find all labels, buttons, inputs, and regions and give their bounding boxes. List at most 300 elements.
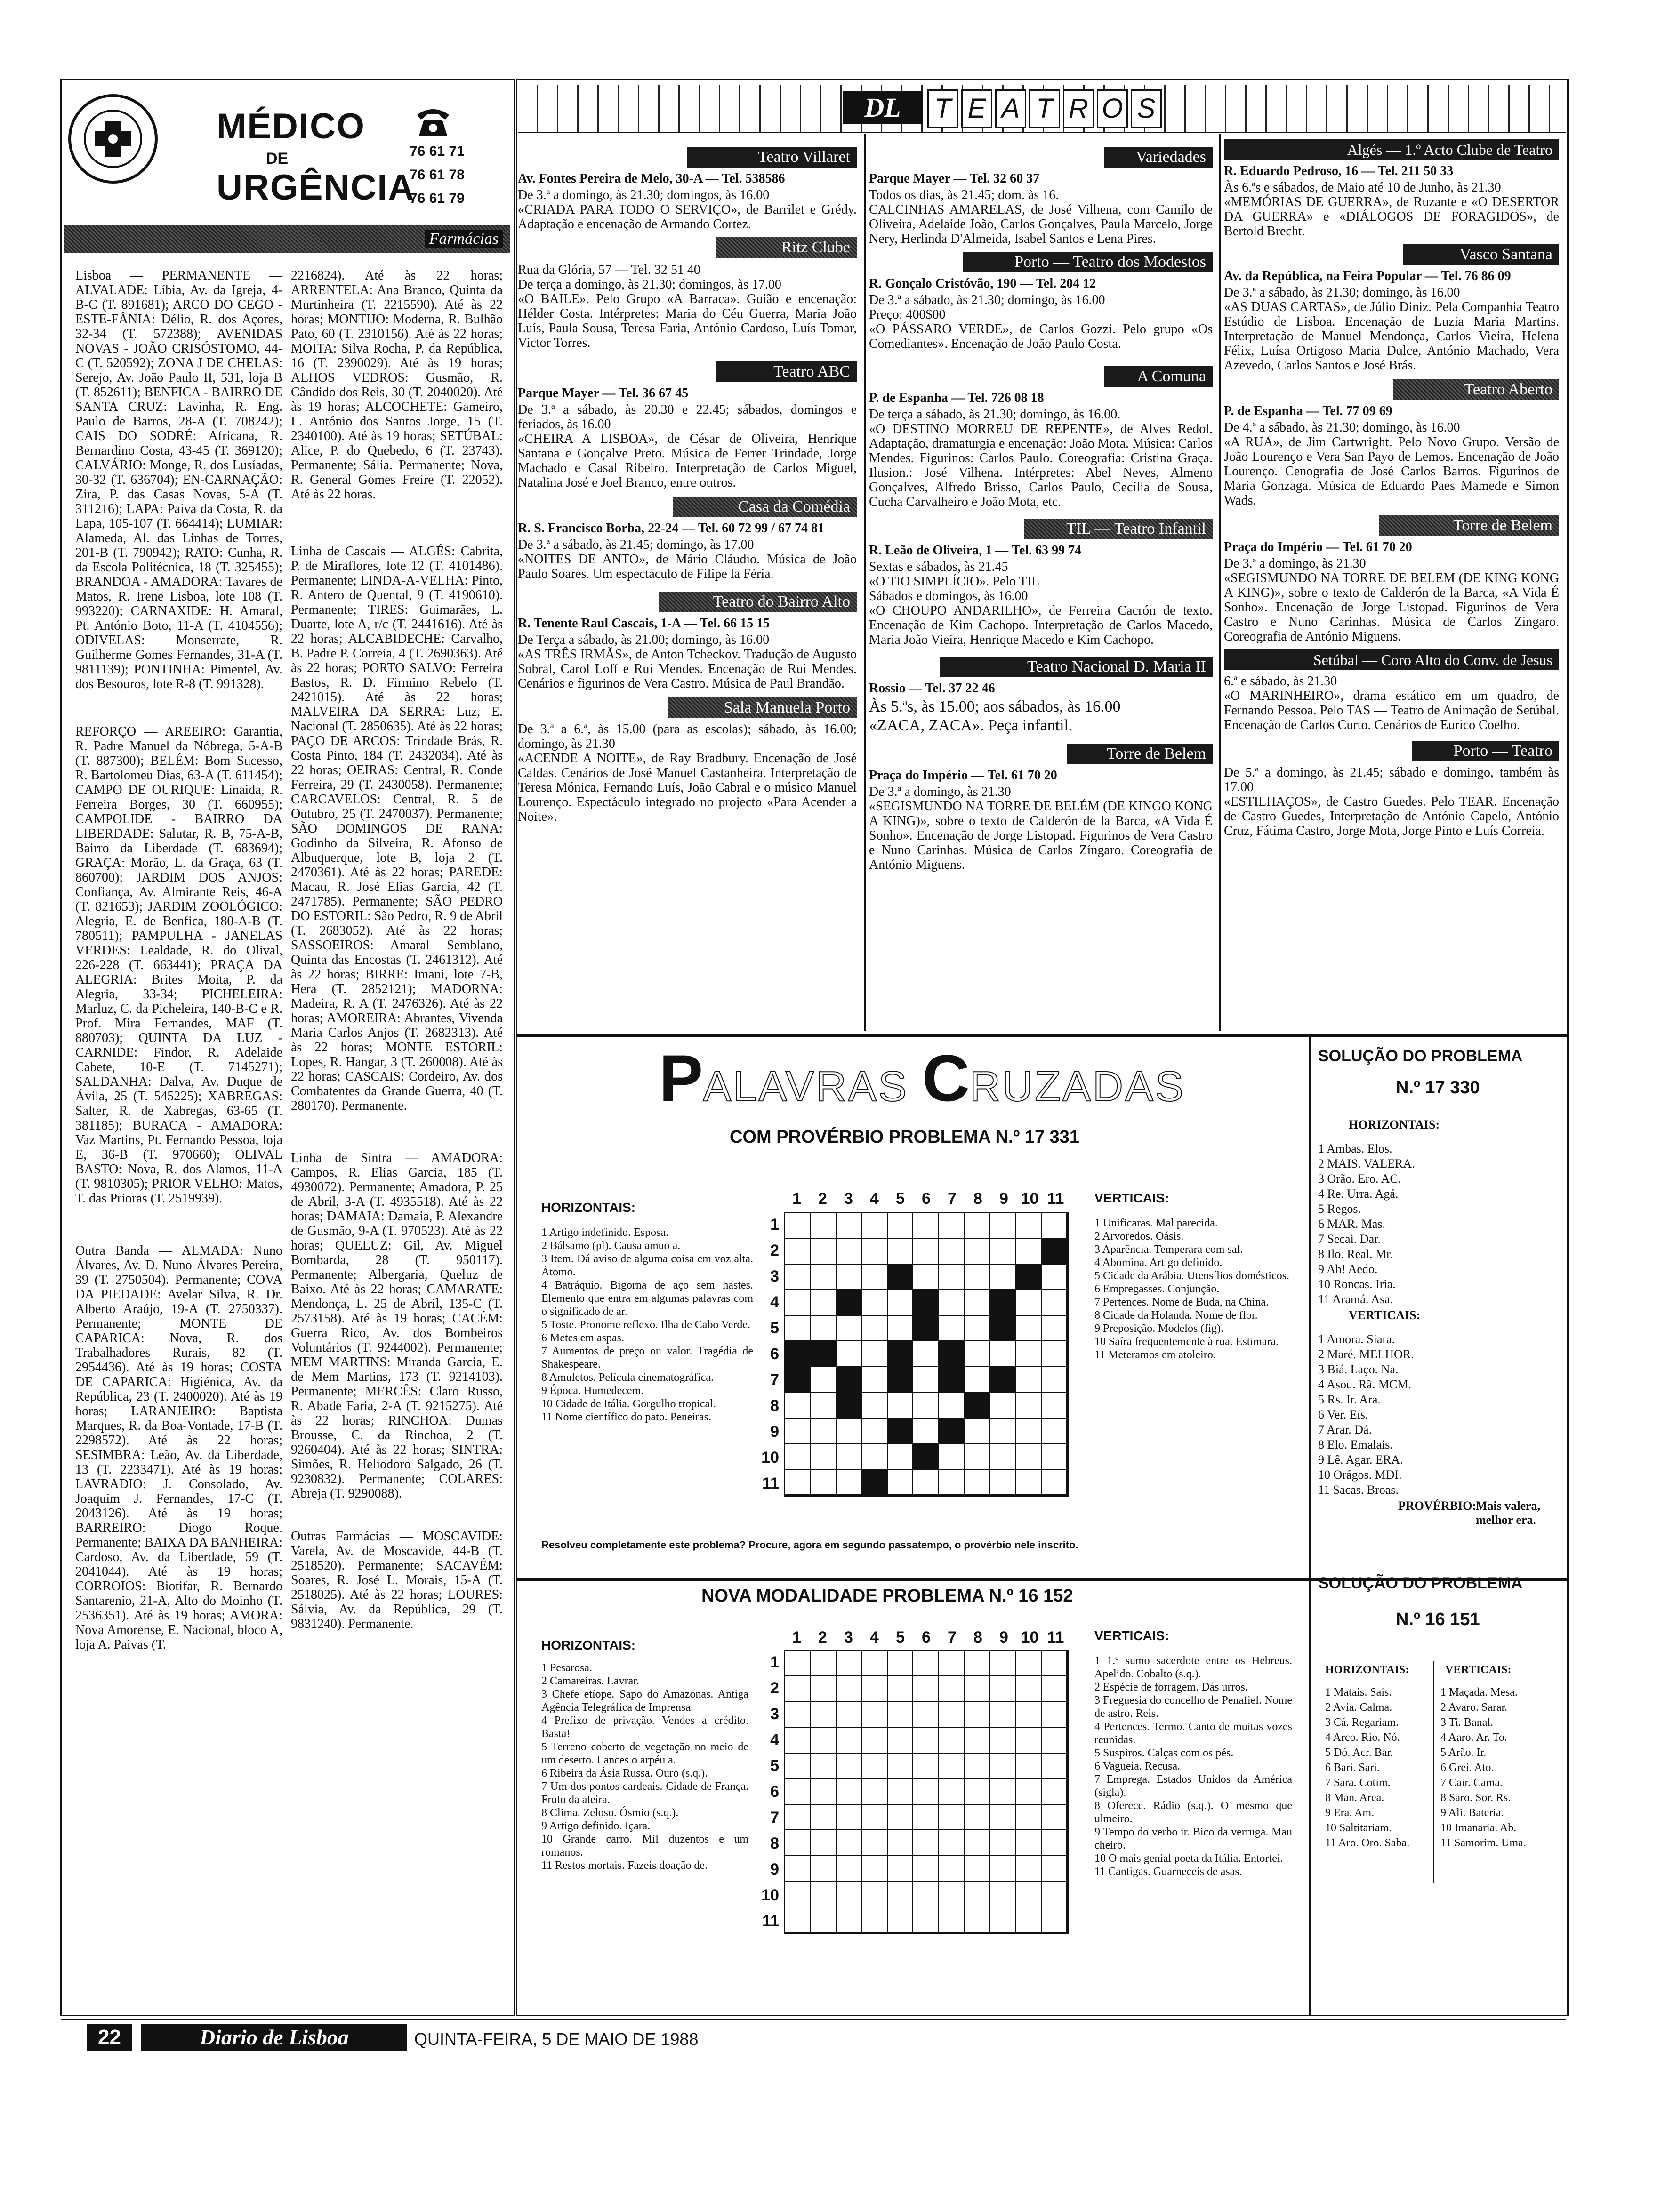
grid-white-cell[interactable] [837,1470,862,1495]
grid-white-cell[interactable] [990,1676,1016,1702]
grid-white-cell[interactable] [1016,1444,1041,1469]
grid-white-cell[interactable] [965,1830,990,1856]
grid-white-cell[interactable] [1042,1728,1067,1753]
crossword-2-horiz-clues: 1 Pesarosa. 2 Camareiras. Lavrar. 3 Chefe etíope. Sapo do Amazonas. Antiga Agência Telegráfica de Imprensa. 4 Prefixo de privação. Vendes a crédito. Basta! 5 Terreno coberto de vegetação no meio de um deserto. Lances o arpéu a. 6 Ribeira da Ásia Russa. Ouro (s.q.). 7 Um dos pontos cardeais. Cidade de França. Fruto da ateira. 8 Clima. Zeloso. Ósmio (s.q.). 9 Artigo definido. Içara. 10 Grande carro. Mil duzentos e um romanos. 11 Restos mortais. Fazeis doação de. [541,1662,748,1872]
teatro-aberto-body: De 4.ª a sábado, às 21.30; domingo, às 16.00 «A RUA», de Jim Cartwright. Pelo Novo Grupo. Versão de João Lourenço e Vera San Payo de Lemos. Encenação de João Lourenço. Cenografia de José Carlos Barros. Figurinos de Maria Gonzaga. Música de Eduardo Paes Mamede e Simon Wads. [1224,420,1559,508]
grid-white-cell[interactable] [1016,1651,1041,1676]
grid-white-cell[interactable] [913,1779,939,1804]
grid-black-cell [990,1290,1016,1315]
grid-white-cell[interactable] [939,1444,965,1469]
solution-entry: 11 Sacas. Broas. [1318,1483,1399,1497]
grid-white-cell[interactable] [888,1882,913,1907]
grid-white-cell[interactable] [965,1213,990,1239]
grid-white-cell[interactable] [913,1676,939,1702]
solution-1-proverb: Mais valera, melhor era. [1476,1499,1541,1527]
teatros-banner [518,85,1566,133]
crossword-1-grid[interactable] [784,1212,1069,1497]
grid-row-number: 3 [770,1267,779,1285]
solution-1-title: SOLUÇÃO DO PROBLEMA [1318,1047,1523,1065]
grid-black-cell [939,1341,965,1367]
grid-white-cell[interactable] [785,1239,811,1264]
teatros-divider [1219,134,1221,1031]
grid-white-cell[interactable] [837,1754,862,1779]
grid-column-number: 6 [922,1628,931,1646]
grid-white-cell[interactable] [990,1702,1016,1728]
grid-white-cell[interactable] [965,1316,990,1341]
crossword-2-vert-clues: 1 1.º sumo sacerdote entre os Hebreus. Apelido. Cobalto (s.q.). 2 Espécie de forragem. Dás urros. 3 Freguesia do concelho de Penafiel. Nome de astro. Reis. 4 Pertences. Termo. Canto de muitas vozes reunidas. 5 Suspiros. Calças com os pés. 6 Vagueia. Recusa. 7 Emprega. Estados Unidos da América (sigla). 8 Oferece. Rádio (s.q.). O mesmo que ulmeiro. 9 Tempo do verbo ir. Bico da verruga. Mau cheiro. 10 O mais genial poeta da Itália. Entortei. 11 Cantigas. Guarneceis de asas. [1094,1655,1292,1878]
solution-entry: 2 MAIS. VALERA. [1318,1157,1415,1170]
grid-white-cell[interactable] [965,1779,990,1804]
grid-white-cell[interactable] [939,1702,965,1728]
grid-white-cell[interactable] [1016,1728,1041,1753]
grid-white-cell[interactable] [888,1856,913,1882]
solution-entry: 8 Man. Area. [1325,1792,1384,1804]
grid-white-cell[interactable] [811,1265,836,1290]
grid-white-cell[interactable] [990,1882,1016,1907]
grid-white-cell[interactable] [811,1856,836,1882]
solution-entry: 6 MAR. Mas. [1318,1217,1386,1231]
grid-white-cell[interactable] [965,1367,990,1393]
torre-belem-header: Torre de Belem [1067,744,1213,764]
grid-white-cell[interactable] [913,1470,939,1495]
grid-white-cell[interactable] [862,1419,887,1444]
grid-white-cell[interactable] [1016,1316,1041,1341]
grid-row-number: 9 [770,1860,779,1878]
grid-white-cell[interactable] [785,1882,811,1907]
grid-white-cell[interactable] [913,1651,939,1676]
grid-white-cell[interactable] [990,1728,1016,1753]
setubal-coro-body: 6.ª e sábado, às 21.30 «O MARINHEIRO», drama estático em um quadro, de Fernando Pessoa. Pelo TAS — Teatro de Animação de Setúbal. Encenação de Carlos Curto. Cenários de Eurico Coelho. [1224,674,1559,732]
grid-white-cell[interactable] [888,1779,913,1804]
grid-white-cell[interactable] [785,1779,811,1804]
grid-white-cell[interactable] [965,1754,990,1779]
grid-white-cell[interactable] [1042,1470,1067,1495]
grid-row-number: 10 [761,1886,779,1904]
grid-white-cell[interactable] [862,1367,887,1393]
grid-white-cell[interactable] [1042,1779,1067,1804]
solution-entry: 11 Aramá. Asa. [1318,1292,1393,1306]
grid-white-cell[interactable] [785,1213,811,1239]
grid-white-cell[interactable] [913,1367,939,1393]
grid-white-cell[interactable] [811,1651,836,1676]
variedades-body: Todos os dias, às 21.45; dom. às 16. CALCINHAS AMARELAS, de José Vilhena, com Camilo de Oliveira, Adelaide João, Carlos Gonçalves, Paula Marcelo, Jorge Nery, Herlinda D'Almeida, Isabel Santos e Lena Pires. [869,188,1213,246]
grid-white-cell[interactable] [990,1265,1016,1290]
alges-header: Algés — 1.º Acto Clube de Teatro [1224,139,1559,160]
grid-white-cell[interactable] [965,1265,990,1290]
grid-white-cell[interactable] [1042,1907,1067,1933]
solution-1-vert-list [1318,1332,1414,1498]
grid-white-cell[interactable] [939,1728,965,1753]
grid-white-cell[interactable] [939,1470,965,1495]
grid-column-number: 10 [1021,1190,1039,1208]
grid-white-cell[interactable] [785,1676,811,1702]
grid-white-cell[interactable] [965,1290,990,1315]
til-teatro-infantil-header: TIL — Teatro Infantil [1024,519,1213,539]
grid-white-cell[interactable] [913,1830,939,1856]
grid-white-cell[interactable] [785,1856,811,1882]
footer-rule [61,2019,1566,2020]
solution-entry: 9 Lê. Agar. ERA. [1318,1453,1403,1467]
grid-white-cell[interactable] [990,1444,1016,1469]
grid-white-cell[interactable] [990,1779,1016,1804]
grid-white-cell[interactable] [939,1676,965,1702]
grid-white-cell[interactable] [1016,1702,1041,1728]
solution-entry: 3 Orão. Ero. AC. [1318,1172,1401,1186]
grid-white-cell[interactable] [888,1444,913,1469]
grid-white-cell[interactable] [1042,1341,1067,1367]
grid-white-cell[interactable] [965,1470,990,1495]
grid-white-cell[interactable] [888,1651,913,1676]
grid-white-cell[interactable] [939,1290,965,1315]
grid-white-cell[interactable] [939,1316,965,1341]
grid-white-cell[interactable] [862,1316,887,1341]
grid-white-cell[interactable] [1016,1779,1041,1804]
ritz-clube-header: Ritz Clube [716,237,857,258]
grid-white-cell[interactable] [862,1290,887,1315]
grid-white-cell[interactable] [888,1239,913,1264]
grid-white-cell[interactable] [785,1754,811,1779]
grid-white-cell[interactable] [837,1213,862,1239]
solution-entry: 4 Arco. Rio. Nó. [1325,1731,1400,1744]
grid-white-cell[interactable] [837,1702,862,1728]
grid-white-cell[interactable] [939,1754,965,1779]
grid-white-cell[interactable] [837,1830,862,1856]
grid-white-cell[interactable] [837,1779,862,1804]
grid-white-cell[interactable] [1016,1676,1041,1702]
grid-black-cell [990,1367,1016,1393]
grid-white-cell[interactable] [811,1779,836,1804]
grid-white-cell[interactable] [913,1754,939,1779]
solution-entry: 3 Biá. Laço. Na. [1318,1362,1399,1376]
grid-white-cell[interactable] [939,1805,965,1830]
grid-white-cell[interactable] [965,1419,990,1444]
grid-white-cell[interactable] [965,1444,990,1469]
grid-white-cell[interactable] [990,1213,1016,1239]
grid-white-cell[interactable] [862,1393,887,1418]
grid-white-cell[interactable] [837,1882,862,1907]
teatro-bairro-alto-address: R. Tenente Raul Cascais, 1-A — Tel. 66 15 15 [518,616,770,631]
grid-white-cell[interactable] [811,1470,836,1495]
grid-white-cell[interactable] [888,1393,913,1418]
grid-white-cell[interactable] [837,1341,862,1367]
grid-white-cell[interactable] [785,1830,811,1856]
grid-black-cell [990,1316,1016,1341]
grid-white-cell[interactable] [837,1444,862,1469]
grid-white-cell[interactable] [990,1907,1016,1933]
grid-white-cell[interactable] [990,1754,1016,1779]
grid-white-cell[interactable] [1016,1213,1041,1239]
crossword-2-grid[interactable] [784,1650,1069,1934]
grid-white-cell[interactable] [811,1907,836,1933]
grid-white-cell[interactable] [837,1239,862,1264]
grid-white-cell[interactable] [888,1805,913,1830]
grid-white-cell[interactable] [862,1444,887,1469]
grid-white-cell[interactable] [1016,1419,1041,1444]
grid-white-cell[interactable] [888,1290,913,1315]
grid-column-number: 3 [844,1628,853,1646]
grid-white-cell[interactable] [811,1419,836,1444]
solution-entry: 7 Secai. Dar. [1318,1232,1381,1246]
grid-white-cell[interactable] [965,1702,990,1728]
grid-white-cell[interactable] [1042,1367,1067,1393]
grid-white-cell[interactable] [1016,1470,1041,1495]
grid-white-cell[interactable] [913,1393,939,1418]
grid-white-cell[interactable] [913,1856,939,1882]
grid-white-cell[interactable] [990,1856,1016,1882]
grid-white-cell[interactable] [862,1779,887,1804]
grid-white-cell[interactable] [811,1239,836,1264]
grid-white-cell[interactable] [862,1341,887,1367]
grid-white-cell[interactable] [990,1341,1016,1367]
teatro-bairro-alto-body: De Terça a sábado, às 21.00; domingo, às 16.00 «AS TRÊS IRMÃS», de Anton Tcheckov. Tradução de Augusto Sobral, Carol Loff e Rui Mendes. Encenação de Rui Mendes. Cenários e figurinos de Vera Castro. Música de Paul Brandão. [518,633,857,691]
a-comuna-header: A Comuna [1104,366,1213,387]
grid-column-number: 8 [973,1190,982,1208]
grid-white-cell[interactable] [913,1805,939,1830]
grid-white-cell[interactable] [811,1290,836,1315]
solution-2-horiz-label: HORIZONTAIS: [1325,1664,1409,1676]
solution-entry: 9 Ali. Bateria. [1440,1807,1504,1819]
grid-white-cell[interactable] [811,1702,836,1728]
porto-teatro-body: De 5.ª a domingo, às 21.45; sábado e domingo, também às 17.00 «ESTILHAÇOS», de Castro Guedes. Pelo TEAR. Encenação de Castro Guedes, Interpretação de António Capelo, António Cruz, Fátima Castro, Jorge Mota, Jorge Pinto e Luís Correia. [1224,765,1559,838]
grid-white-cell[interactable] [811,1213,836,1239]
grid-white-cell[interactable] [862,1754,887,1779]
grid-white-cell[interactable] [913,1702,939,1728]
grid-white-cell[interactable] [837,1728,862,1753]
crossword-2-row-numbers [758,1650,779,1934]
grid-row-number: 5 [770,1757,779,1775]
grid-white-cell[interactable] [939,1239,965,1264]
grid-white-cell[interactable] [1042,1444,1067,1469]
grid-white-cell[interactable] [1042,1265,1067,1290]
grid-white-cell[interactable] [1042,1702,1067,1728]
grid-white-cell[interactable] [785,1728,811,1753]
grid-white-cell[interactable] [811,1830,836,1856]
grid-white-cell[interactable] [990,1805,1016,1830]
grid-white-cell[interactable] [888,1213,913,1239]
grid-white-cell[interactable] [1042,1676,1067,1702]
grid-white-cell[interactable] [862,1651,887,1676]
grid-white-cell[interactable] [939,1265,965,1290]
grid-black-cell [862,1470,887,1495]
grid-white-cell[interactable] [862,1805,887,1830]
grid-white-cell[interactable] [913,1265,939,1290]
grid-white-cell[interactable] [939,1830,965,1856]
grid-white-cell[interactable] [888,1470,913,1495]
grid-white-cell[interactable] [888,1702,913,1728]
grid-white-cell[interactable] [965,1676,990,1702]
grid-white-cell[interactable] [990,1651,1016,1676]
grid-white-cell[interactable] [965,1651,990,1676]
grid-white-cell[interactable] [913,1239,939,1264]
grid-white-cell[interactable] [811,1728,836,1753]
torre-belem-2-body: De 3.ª a domingo, às 21.30 «SEGISMUNDO NA TORRE DE BELEM (DE KING KONG A KING)», sobre o texto de Calderón de la Barca, «A Vida É Sonho». Encenação de Jorge Listopad. Figurinos de Vera Castro e Nuno Carinhas. Música de Carlos Zíngaro. Coreografia de António Miguens. [1224,556,1559,644]
grid-white-cell[interactable] [1016,1882,1041,1907]
grid-white-cell[interactable] [837,1419,862,1444]
grid-white-cell[interactable] [837,1676,862,1702]
grid-white-cell[interactable] [1042,1651,1067,1676]
teatro-villaret-body: De 3.ª a domingo, às 21.30; domingos, às 16.00 «CRIADA PARA TODO O SERVIÇO», de Barrilet e Grédy. Adaptação e encenação de Armando Cortez. [518,188,857,232]
grid-white-cell[interactable] [1042,1393,1067,1418]
grid-white-cell[interactable] [913,1213,939,1239]
solution-entry: 11 Samorim. Uma. [1440,1837,1526,1849]
grid-white-cell[interactable] [965,1341,990,1367]
solution-entry: 8 Saro. Sor. Rs. [1440,1792,1511,1804]
grid-white-cell[interactable] [965,1728,990,1753]
grid-white-cell[interactable] [990,1419,1016,1444]
grid-white-cell[interactable] [785,1444,811,1469]
grid-white-cell[interactable] [990,1830,1016,1856]
solution-entry: 5 Arão. Ir. [1440,1747,1487,1759]
grid-white-cell[interactable] [785,1651,811,1676]
grid-white-cell[interactable] [1016,1754,1041,1779]
grid-white-cell[interactable] [1016,1341,1041,1367]
grid-white-cell[interactable] [913,1882,939,1907]
grid-white-cell[interactable] [965,1907,990,1933]
grid-white-cell[interactable] [1016,1856,1041,1882]
grid-white-cell[interactable] [965,1856,990,1882]
teatro-modestos-address: R. Gonçalo Cristóvão, 190 — Tel. 204 12 [869,276,1096,291]
grid-white-cell[interactable] [862,1213,887,1239]
grid-white-cell[interactable] [990,1470,1016,1495]
solution-1-vert-label: VERTICAIS: [1349,1308,1421,1322]
grid-white-cell[interactable] [965,1805,990,1830]
grid-column-number: 8 [973,1628,982,1646]
grid-white-cell[interactable] [965,1882,990,1907]
grid-white-cell[interactable] [811,1805,836,1830]
grid-white-cell[interactable] [939,1393,965,1418]
grid-white-cell[interactable] [785,1290,811,1315]
grid-black-cell [888,1265,913,1290]
grid-white-cell[interactable] [862,1676,887,1702]
grid-white-cell[interactable] [811,1367,836,1393]
grid-white-cell[interactable] [939,1907,965,1933]
grid-white-cell[interactable] [837,1316,862,1341]
grid-white-cell[interactable] [888,1754,913,1779]
grid-white-cell[interactable] [939,1882,965,1907]
grid-white-cell[interactable] [1042,1754,1067,1779]
grid-white-cell[interactable] [888,1316,913,1341]
grid-white-cell[interactable] [1016,1805,1041,1830]
grid-white-cell[interactable] [785,1419,811,1444]
grid-white-cell[interactable] [990,1239,1016,1264]
teatros-col1 [518,147,857,824]
grid-white-cell[interactable] [1016,1290,1041,1315]
palavras-cruzadas-title [659,1040,1185,1116]
grid-white-cell[interactable] [1016,1393,1041,1418]
solution-entry: 10 Imanaria. Ab. [1440,1822,1517,1834]
grid-white-cell[interactable] [939,1213,965,1239]
grid-white-cell[interactable] [1042,1290,1067,1315]
grid-white-cell[interactable] [785,1393,811,1418]
grid-white-cell[interactable] [939,1779,965,1804]
grid-white-cell[interactable] [913,1419,939,1444]
grid-white-cell[interactable] [1042,1316,1067,1341]
grid-white-cell[interactable] [1042,1882,1067,1907]
grid-white-cell[interactable] [811,1754,836,1779]
grid-white-cell[interactable] [862,1907,887,1933]
grid-white-cell[interactable] [811,1393,836,1418]
grid-white-cell[interactable] [862,1882,887,1907]
grid-white-cell[interactable] [785,1702,811,1728]
grid-white-cell[interactable] [837,1265,862,1290]
grid-white-cell[interactable] [862,1702,887,1728]
teatro-villaret-address: Av. Fontes Pereira de Melo, 30-A — Tel. 538586 [518,171,785,186]
grid-column-number: 3 [844,1190,853,1208]
grid-white-cell[interactable] [888,1907,913,1933]
solution-2-horiz-list [1325,1685,1409,1851]
grid-black-cell [837,1393,862,1418]
grid-white-cell[interactable] [837,1856,862,1882]
grid-white-cell[interactable] [913,1341,939,1367]
variedades-header: Variedades [1104,147,1213,168]
teatros-letter: S [1131,89,1162,128]
grid-white-cell[interactable] [785,1316,811,1341]
grid-white-cell[interactable] [837,1805,862,1830]
grid-white-cell[interactable] [939,1856,965,1882]
clinic-logo [66,92,160,186]
solution-entry: 4 Re. Urra. Agá. [1318,1187,1399,1201]
grid-white-cell[interactable] [862,1728,887,1753]
grid-row-number: 4 [770,1293,779,1311]
grid-white-cell[interactable] [1042,1419,1067,1444]
grid-white-cell[interactable] [1016,1830,1041,1856]
grid-white-cell[interactable] [1042,1805,1067,1830]
teatro-aberto-address: P. de Espanha — Tel. 77 09 69 [1224,404,1392,418]
porto-teatro-header: Porto — Teatro [1412,741,1559,761]
grid-white-cell[interactable] [811,1882,836,1907]
grid-white-cell[interactable] [1042,1856,1067,1882]
vasco-santana-header: Vasco Santana [1403,244,1559,265]
grid-white-cell[interactable] [785,1907,811,1933]
grid-white-cell[interactable] [862,1856,887,1882]
grid-column-number: 6 [922,1190,931,1208]
grid-white-cell[interactable] [1042,1830,1067,1856]
grid-white-cell[interactable] [888,1728,913,1753]
grid-white-cell[interactable] [862,1239,887,1264]
grid-black-cell [837,1290,862,1315]
grid-white-cell[interactable] [862,1265,887,1290]
sala-manuela-porto-header: Sala Manuela Porto [668,697,857,718]
solution-1-horiz-list [1318,1141,1415,1307]
grid-white-cell[interactable] [913,1907,939,1933]
grid-white-cell[interactable] [1016,1367,1041,1393]
grid-white-cell[interactable] [785,1470,811,1495]
grid-white-cell[interactable] [1042,1213,1067,1239]
pharmacy-col2 [291,268,503,1631]
grid-white-cell[interactable] [888,1830,913,1856]
grid-white-cell[interactable] [990,1393,1016,1418]
solution-2-vert-label: VERTICAIS: [1445,1664,1512,1676]
grid-white-cell[interactable] [837,1907,862,1933]
grid-white-cell[interactable] [1016,1907,1041,1933]
grid-column-number: 9 [999,1628,1008,1646]
grid-white-cell[interactable] [1016,1239,1041,1264]
grid-white-cell[interactable] [888,1676,913,1702]
grid-white-cell[interactable] [811,1676,836,1702]
solution-entry: 4 Aaro. Ar. To. [1440,1731,1507,1744]
grid-white-cell[interactable] [785,1805,811,1830]
grid-white-cell[interactable] [862,1830,887,1856]
grid-white-cell[interactable] [811,1444,836,1469]
grid-white-cell[interactable] [785,1265,811,1290]
grid-white-cell[interactable] [837,1651,862,1676]
grid-white-cell[interactable] [939,1651,965,1676]
grid-white-cell[interactable] [965,1239,990,1264]
page-number: 22 [87,2024,132,2051]
vasco-santana-address: Av. da República, na Feira Popular — Tel. 76 86 09 [1224,269,1511,283]
grid-white-cell[interactable] [913,1728,939,1753]
grid-white-cell[interactable] [811,1316,836,1341]
